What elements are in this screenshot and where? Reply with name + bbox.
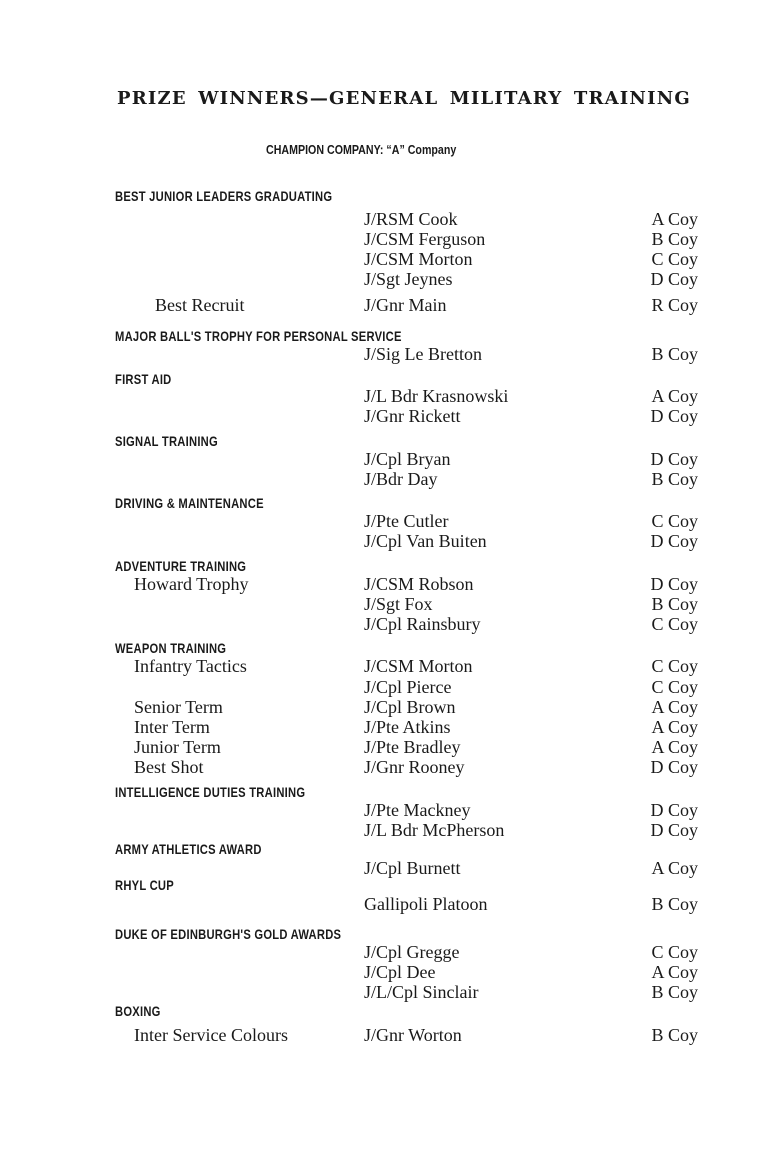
winner-row [0, 717, 780, 737]
winner-name: J/CSM Ferguson [364, 229, 486, 249]
award-label: Best Recruit [155, 295, 245, 315]
winner-name: J/Sgt Fox [364, 594, 433, 614]
winner-company: B Coy [651, 982, 698, 1002]
winner-company: C Coy [651, 677, 698, 697]
winner-company: B Coy [651, 594, 698, 614]
section-heading: FIRST AID [115, 371, 172, 387]
award-label: Senior Term [134, 697, 223, 717]
winner-company: D Coy [650, 800, 698, 820]
winner-row [0, 269, 780, 289]
winner-company: C Coy [651, 942, 698, 962]
winner-company: C Coy [651, 614, 698, 634]
winner-row [0, 406, 780, 426]
winner-company: B Coy [651, 229, 698, 249]
winner-name: J/L Bdr McPherson [364, 820, 505, 840]
winner-row [0, 249, 780, 269]
winner-company: D Coy [650, 820, 698, 840]
award-label: Howard Trophy [134, 574, 249, 594]
winner-row [0, 656, 780, 676]
winner-row [0, 820, 780, 840]
winner-company: D Coy [650, 406, 698, 426]
winner-row [0, 757, 780, 777]
award-label: Junior Term [134, 737, 221, 757]
section-heading: ADVENTURE TRAINING [115, 558, 247, 574]
winner-name: J/Cpl Burnett [364, 858, 461, 878]
winner-company: A Coy [651, 858, 698, 878]
section-heading: MAJOR BALL'S TROPHY FOR PERSONAL SERVICE [115, 328, 402, 344]
winner-name: J/RSM Cook [364, 209, 458, 229]
winner-row [0, 574, 780, 594]
winner-row [0, 942, 780, 962]
winner-name: J/L Bdr Krasnowski [364, 386, 509, 406]
winner-name: J/Cpl Van Buiten [364, 531, 487, 551]
winner-company: B Coy [651, 894, 698, 914]
winner-name: J/Sig Le Bretton [364, 344, 482, 364]
winner-name: J/Pte Atkins [364, 717, 451, 737]
winner-row [0, 697, 780, 717]
winner-name: J/Gnr Worton [364, 1025, 462, 1045]
section-heading: DRIVING & MAINTENANCE [115, 495, 264, 511]
winner-row [0, 511, 780, 531]
winner-company: C Coy [651, 656, 698, 676]
winner-name: J/Cpl Gregge [364, 942, 460, 962]
winner-row [0, 737, 780, 757]
winner-name: J/Cpl Pierce [364, 677, 452, 697]
section-heading: INTELLIGENCE DUTIES TRAINING [115, 784, 306, 800]
winner-company: D Coy [650, 449, 698, 469]
award-label: Inter Service Colours [134, 1025, 288, 1045]
award-label: Best Shot [134, 757, 204, 777]
winner-name: J/Pte Cutler [364, 511, 449, 531]
winner-name: J/Gnr Main [364, 295, 447, 315]
winner-name: J/Gnr Rooney [364, 757, 465, 777]
winner-row [0, 386, 780, 406]
section-heading: RHYL CUP [115, 877, 174, 893]
winner-row [0, 677, 780, 697]
winner-name: J/L/Cpl Sinclair [364, 982, 479, 1002]
winner-name: J/Pte Mackney [364, 800, 471, 820]
winner-name: J/CSM Morton [364, 249, 473, 269]
winner-company: C Coy [651, 249, 698, 269]
winner-name: J/Sgt Jeynes [364, 269, 453, 289]
winner-company: D Coy [650, 574, 698, 594]
winner-company: D Coy [650, 757, 698, 777]
winner-company: A Coy [651, 697, 698, 717]
winner-name: J/Cpl Brown [364, 697, 456, 717]
winner-row [0, 344, 780, 364]
section-heading: DUKE OF EDINBURGH'S GOLD AWARDS [115, 926, 342, 942]
winner-company: C Coy [651, 511, 698, 531]
winner-row [0, 469, 780, 489]
winner-name: J/Bdr Day [364, 469, 438, 489]
section-heading: WEAPON TRAINING [115, 640, 227, 656]
winner-company: B Coy [651, 1025, 698, 1045]
section-heading: BOXING [115, 1003, 161, 1019]
winner-row [0, 1025, 780, 1045]
champion-company: CHAMPION COMPANY: “A” Company [266, 142, 457, 157]
section-heading: BEST JUNIOR LEADERS GRADUATING [115, 188, 333, 204]
winner-row [0, 982, 780, 1002]
winner-row [0, 449, 780, 469]
winner-row [0, 962, 780, 982]
winner-name: J/CSM Morton [364, 656, 473, 676]
winner-company: A Coy [651, 737, 698, 757]
winner-row [0, 894, 780, 914]
winner-company: D Coy [650, 269, 698, 289]
winner-name: J/Cpl Rainsbury [364, 614, 481, 634]
section-heading: SIGNAL TRAINING [115, 433, 218, 449]
winner-name: Gallipoli Platoon [364, 894, 488, 914]
award-label: Inter Term [134, 717, 210, 737]
winner-company: A Coy [651, 386, 698, 406]
winner-name: J/CSM Robson [364, 574, 474, 594]
award-label: Infantry Tactics [134, 656, 247, 676]
winner-company: D Coy [650, 531, 698, 551]
winner-company: A Coy [651, 962, 698, 982]
winner-name: J/Cpl Bryan [364, 449, 451, 469]
winner-name: J/Pte Bradley [364, 737, 461, 757]
winner-row [0, 858, 780, 878]
winner-name: J/Gnr Rickett [364, 406, 461, 426]
winner-company: R Coy [651, 295, 698, 315]
winner-name: J/Cpl Dee [364, 962, 436, 982]
winner-row [0, 531, 780, 551]
section-heading: ARMY ATHLETICS AWARD [115, 841, 262, 857]
winner-row [0, 209, 780, 229]
winner-row [0, 594, 780, 614]
winner-row [0, 295, 780, 315]
winner-row [0, 614, 780, 634]
winner-row [0, 800, 780, 820]
winner-company: A Coy [651, 717, 698, 737]
page-title: PRIZE WINNERS—GENERAL MILITARY TRAINING [117, 88, 691, 109]
winner-row [0, 229, 780, 249]
winner-company: A Coy [651, 209, 698, 229]
winner-company: B Coy [651, 344, 698, 364]
winner-company: B Coy [651, 469, 698, 489]
